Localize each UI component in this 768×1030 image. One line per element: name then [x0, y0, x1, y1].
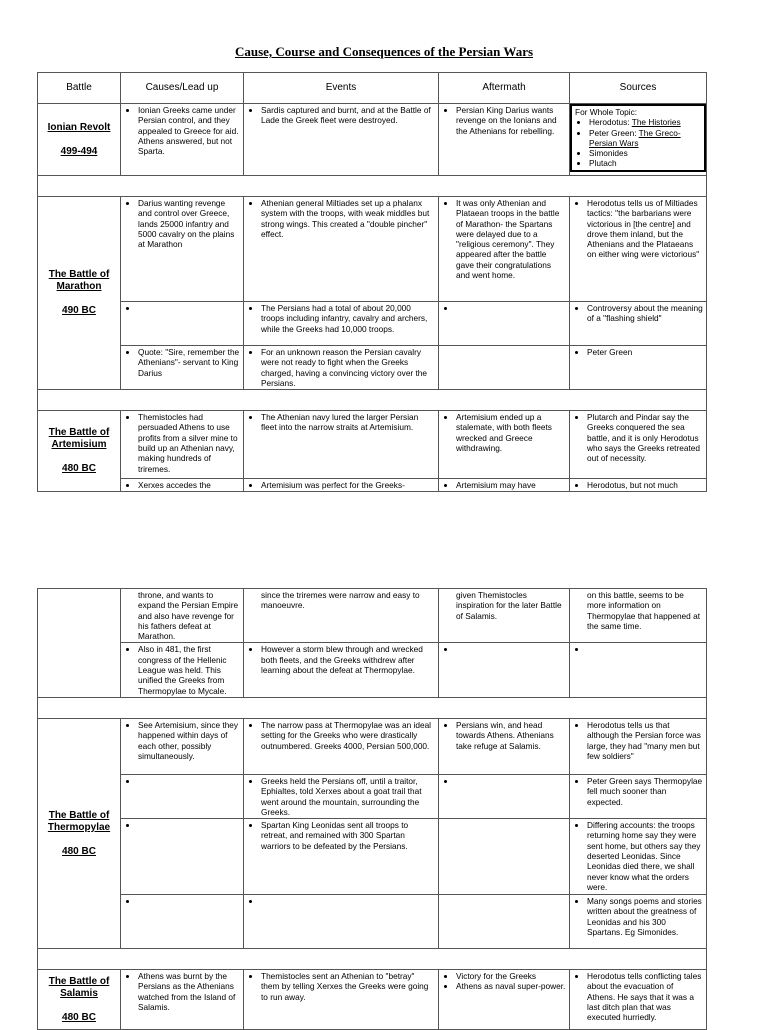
battle-dates: 499-494	[60, 145, 98, 157]
source-title: The Histories	[631, 117, 681, 128]
spacer-row	[38, 697, 707, 718]
event-cell	[244, 819, 439, 895]
cause-cell	[121, 479, 244, 492]
sources-cell	[570, 970, 707, 1030]
battle-ionian-revolt	[38, 104, 121, 176]
aftermath-cell	[439, 197, 570, 302]
cause-cell	[121, 197, 244, 302]
event-cell	[244, 970, 439, 1030]
aftermath-cell	[439, 411, 570, 479]
list-item: • Darius wanting revenge and control over Greece, lands 25000 infantry and 5000 cavalry on the plains at Marathon	[138, 198, 240, 249]
list-item: • Athens was burnt by the Persians as the Athenians watched from the Island of Salamis.	[138, 971, 240, 1012]
list-item: • Herodotus tells us that although the Persian force was large, they had "many men but few soldiers"	[587, 720, 703, 761]
battle-name: The Battle of Thermopylae	[47, 809, 111, 833]
table-row	[38, 970, 707, 1030]
event-cell	[244, 643, 439, 697]
sources-cell	[570, 197, 707, 302]
aftermath-cell	[439, 819, 570, 895]
event-cell	[244, 197, 439, 302]
list-item: • Simonides	[589, 148, 701, 158]
list-item	[456, 776, 566, 786]
source-title: The Greco-Persian Wars	[589, 127, 681, 148]
table-row	[38, 643, 707, 697]
aftermath-cell	[439, 643, 570, 697]
event-cell	[244, 718, 439, 774]
battle-artemisium	[38, 411, 121, 492]
table-row	[38, 895, 707, 949]
list-item	[456, 303, 566, 313]
table-row	[38, 589, 707, 643]
sources-cell	[570, 895, 707, 949]
list-item	[589, 128, 701, 149]
spacer-row	[38, 176, 707, 197]
cause-cell	[121, 643, 244, 697]
list-item: • Differing accounts: the troops returning home say they were sent home, but others say they deserted Leonidas. Since Leonidas died there, we shall never know what the orders were.	[587, 820, 703, 892]
sources-cell	[570, 479, 707, 492]
list-item: • Peter Green says Thermopylae fell much sooner than expected.	[587, 776, 703, 807]
battle-dates: 490 BC	[62, 305, 96, 317]
aftermath-cell	[439, 104, 570, 176]
header-causes: Causes/Lead up	[121, 73, 244, 104]
list-item: • Persian King Darius wants revenge on the Ionians and the Athenians for rebelling.	[456, 105, 566, 136]
source-author: Herodotus:	[589, 117, 632, 128]
sources-cell	[570, 346, 707, 390]
spacer-cell	[38, 390, 707, 411]
list-item: • Plutarch and Pindar say the Greeks conquered the sea battle, and it is only Herodotus who says the Greeks retreated out of necessity.	[587, 412, 703, 463]
header-sources: Sources	[570, 73, 707, 104]
table-row	[38, 197, 707, 302]
event-cell	[244, 411, 439, 479]
list-item: • Themistocles had persuaded Athens to use profits from a silver mine to build up an Athenian navy, making hundreds of triremes.	[138, 412, 240, 474]
list-item: • Artemisium ended up a stalemate, with both fleets wrecked and Greece withdrawing.	[456, 412, 566, 453]
list-item: • Quote: "Sire, remember the Athenians"- servant to King Darius	[138, 347, 240, 378]
page-title: Cause, Course and Consequences of the Persian Wars	[234, 44, 534, 59]
list-item: • Ionian Greeks came under Persian control, and they appealed to Greece for aid. Athens answered, but not Sparta.	[138, 105, 240, 156]
event-cell	[244, 302, 439, 346]
list-item: • Herodotus, but not much	[587, 480, 703, 490]
event-cell	[244, 104, 439, 176]
battle-name: The Battle of Artemisium	[48, 427, 110, 451]
list-item: • It was only Athenian and Plataean troops in the battle of Marathon- the Spartans were delayed due to a "religious ceremony". They appeared after the battle gave their congratulations and went home.	[456, 198, 566, 280]
spacer-row	[38, 949, 707, 970]
list-item: • Artemisium may have	[456, 480, 566, 490]
cause-text: throne, and wants to expand the Persian Empire and also have revenge for his fathers defeat at Marathon.	[138, 590, 239, 642]
list-item	[587, 644, 703, 654]
cause-cell	[121, 970, 244, 1030]
battle-thermopylae	[38, 718, 121, 948]
cause-cell	[121, 774, 244, 818]
battle-salamis	[38, 970, 121, 1030]
sources-cell	[570, 774, 707, 818]
header-battle: Battle	[38, 73, 121, 104]
cause-cell	[121, 346, 244, 390]
list-item: • Greeks held the Persians off, until a traitor, Ephialtes, told Xerxes about a goat trail that went around the mountain, surrounding the Greeks.	[261, 776, 435, 817]
list-item: • Plutach	[589, 158, 701, 168]
list-item	[138, 303, 240, 313]
battle-dates: 480 BC	[62, 845, 96, 857]
list-item: • Controversy about the meaning of a "flashing shield"	[587, 303, 703, 324]
list-item	[138, 896, 240, 906]
list-item	[138, 820, 240, 830]
cause-cell	[121, 819, 244, 895]
aftermath-cell	[439, 302, 570, 346]
event-cell	[244, 774, 439, 818]
spacer-row	[38, 390, 707, 411]
persian-wars-table-part-2	[37, 588, 707, 1030]
sources-box	[570, 104, 706, 172]
list-item: • Also in 481, the first congress of the Hellenic League was held. This unified the Greeks from Thermopylae to Mycale.	[138, 644, 240, 695]
event-cell	[244, 479, 439, 492]
event-cell	[244, 346, 439, 390]
table-row	[38, 104, 707, 176]
aftermath-cell	[439, 479, 570, 492]
source-text: on this battle, seems to be more information on Thermopylae that happened at the same time.	[587, 590, 701, 631]
list-item: • For an unknown reason the Persian cavalry were not ready to fight when the Greeks charged, having a convincing victory over the Persians.	[261, 347, 435, 388]
battle-dates: 480 BC	[62, 1011, 96, 1023]
list-item	[261, 896, 435, 906]
list-item: • Artemisium was perfect for the Greeks-	[261, 480, 435, 490]
source-author: Peter Green:	[589, 127, 639, 138]
cause-cell	[121, 411, 244, 479]
event-cell	[244, 895, 439, 949]
header-row	[38, 73, 707, 104]
spacer-cell	[38, 697, 707, 718]
battle-name: Ionian Revolt	[47, 121, 111, 133]
list-item: • Herodotus tells us of Miltiades tactics: "the barbarians were victorious in [the centre] and drove them inland, but the Athenians and the Plataeans on either wing were victorious"	[587, 198, 703, 260]
list-item: • The narrow pass at Thermopylae was an ideal setting for the Greeks who were drastically outnumbered. Greeks 4000, Persian 500,000.	[261, 720, 435, 751]
aftermath-cell	[439, 589, 570, 643]
aftermath-text: given Themistocles inspiration for the later Battle of Salamis.	[456, 590, 562, 621]
sources-cell	[570, 104, 707, 176]
sources-cell	[570, 718, 707, 774]
table-row	[38, 411, 707, 479]
sources-cell	[570, 589, 707, 643]
list-item: • See Artemisium, since they happened within days of each other, possibly simultaneously.	[138, 720, 240, 761]
cause-cell	[121, 302, 244, 346]
spacer-cell	[38, 176, 707, 197]
list-item	[138, 776, 240, 786]
sources-cell	[570, 302, 707, 346]
sources-cell	[570, 819, 707, 895]
list-item: • Herodotus tells conflicting tales about the evacuation of Athens. He says that it was a last ditch plan that was executed hurriedly.	[587, 971, 703, 1022]
table-row	[38, 346, 707, 390]
list-item: • Peter Green	[587, 347, 703, 357]
table-row	[38, 718, 707, 774]
list-item: • Xerxes accedes the	[138, 480, 240, 490]
aftermath-cell	[439, 346, 570, 390]
table-row	[38, 479, 707, 492]
list-item: • The Persians had a total of about 20,000 troops including infantry, cavalry and archers, while the Greeks had 10,000 troops.	[261, 303, 435, 334]
aftermath-cell	[439, 970, 570, 1030]
battle-name: The Battle of Marathon	[48, 269, 110, 293]
event-text: since the triremes were narrow and easy to manoeuvre.	[261, 590, 420, 611]
cause-cell	[121, 589, 244, 643]
sources-cell	[570, 411, 707, 479]
event-cell	[244, 589, 439, 643]
list-item: • Many songs poems and stories written about the greatness of Leonidas and his 300 Spartans. Eg Simonides.	[587, 896, 703, 937]
list-item: • Victory for the Greeks	[456, 971, 566, 981]
spacer-cell	[38, 949, 707, 970]
battle-artemisium-continued	[38, 589, 121, 698]
sources-cell	[570, 643, 707, 697]
list-item: • However a storm blew through and wrecked both fleets, and the Greeks withdrew after learning about the defeat at Thermopylae.	[261, 644, 435, 675]
table-row	[38, 302, 707, 346]
list-item: • The Athenian navy lured the larger Persian fleet into the narrow straits at Artemisium.	[261, 412, 435, 433]
aftermath-cell	[439, 895, 570, 949]
battle-marathon	[38, 197, 121, 390]
battle-name: The Battle of Salamis	[48, 975, 110, 999]
list-item: • Spartan King Leonidas sent all troops to retreat, and remained with 300 Spartan warriors to be defeated by the Persians.	[261, 820, 435, 851]
list-item	[456, 644, 566, 654]
list-item: • Persians win, and head towards Athens. Athenians take refuge at Salamis.	[456, 720, 566, 751]
cause-cell	[121, 895, 244, 949]
aftermath-cell	[439, 718, 570, 774]
persian-wars-table-part-1	[37, 72, 707, 492]
table-row	[38, 819, 707, 895]
list-item: • Athens as naval super-power.	[456, 981, 566, 991]
list-item: • Athenian general Miltiades set up a phalanx system with the troops, with weak middles but strong wings. This created a "double pincher" effect.	[261, 198, 435, 239]
header-events: Events	[244, 73, 439, 104]
cause-cell	[121, 104, 244, 176]
list-item	[589, 117, 701, 127]
cause-cell	[121, 718, 244, 774]
list-item: • Sardis captured and burnt, and at the Battle of Lade the Greek fleet were destroyed.	[261, 105, 435, 126]
table-row	[38, 774, 707, 818]
sources-lead: For Whole Topic:	[575, 107, 638, 117]
header-aftermath: Aftermath	[439, 73, 570, 104]
battle-dates: 480 BC	[62, 463, 96, 475]
aftermath-cell	[439, 774, 570, 818]
list-item: • Themistocles sent an Athenian to "betray" them by telling Xerxes the Greeks were going to run away.	[261, 971, 435, 1002]
